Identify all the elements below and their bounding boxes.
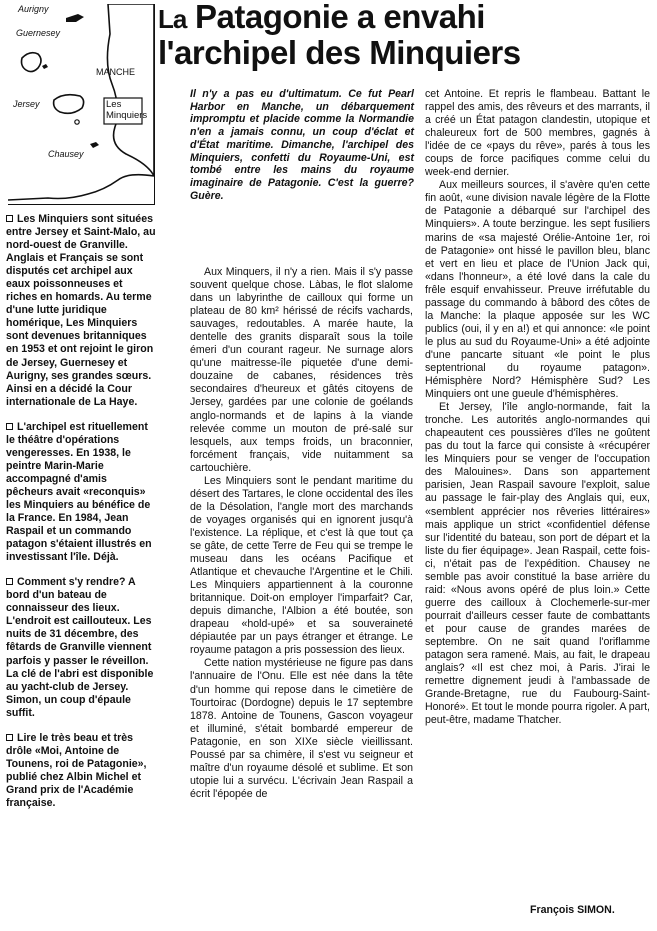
article-paragraph: Cette nation mystérieuse ne figure pas dans l'annuaire de l'Onu. Elle est née dans la tête d'un homme qui repose dans le cimetière de Tourtoirac (Dordogne) depuis le 17 septembre 1878. Antoine de Tounens, Gascon voyageur et illuminé, s'était bombardé empereur de Patagonie, en son XIXe siècle vieillissant. Poussé par sa chimère, il s'est vu seigneur et maître d'un royaume désolé et sublime. Et son utopie lui a survécu. L'écrivain Jean Raspail a écrit l'épopée de: [190, 657, 413, 800]
article-paragraph: Aux meilleurs sources, il s'avère qu'en cette fin août, «une division navale légère de la Flotte de Patagonie a débarqué sur l'archipel des Minquiers». A toute berzingue. les sept fusiliers marins de «sa majesté Orélie-Antoine 1er, roi de Patagonie» ont hissé le pavillon bleu, blanc et vert en lieu et place de l'Union Jack qui, «dans l'honneur», a été lové dans la cale du frêle esquif envahisseur. Preuve irréfutable du passage du commando à bâbord des côtes de la Manche: la plaque apposée sur les WC publics (oui, il y en a!) et qui annonce: «le point le plus au sud du Royaume-Uni» a été adjointe d'une pancarte situant «le point le plus septentrional du royaume patagon». Hémisphère Nord? Hémisphère Sud? Les Minquiers ont une gueule d'hémisphères.: [425, 179, 650, 401]
article-paragraph: cet Antoine. Et repris le flambeau. Battant le rappel des amis, des rêveurs et des marrants, il a créé un État patagon clandestin, utopique et chaleureux fort de 500 membres, gagnés à l'idée de ce «pays du rêve», parés à tous les coups de force pacifiques comme celui du week-end dernier.: [425, 88, 650, 179]
map-label-aurigny: Aurigny: [18, 4, 49, 14]
headline-prefix: La: [158, 4, 187, 34]
coastline: [107, 4, 154, 176]
sidebar-text-2: L'archipel est rituellement le théâtre d'opérations vengeresses. En 1938, le peintre Marin-Marie accompagné d'amis pêcheurs avait «reconquis» les Minquiers au bénéfice de la France. En 1984, Jean Raspail et un commando patagon s'étaient illustrés en investissant l'île. Déjà.: [6, 420, 152, 564]
headline-line-1: [158, 0, 657, 36]
map-label-chausey: Chausey: [48, 149, 84, 159]
article-column-3: [425, 88, 650, 727]
article-column-2: [190, 266, 413, 801]
chausey-island: [90, 142, 99, 148]
sark-island: [42, 64, 48, 69]
map-label-manche: MANCHE: [96, 67, 136, 77]
headline-line-1-rest: Patagonie a envahi: [195, 0, 485, 35]
map-label-minquiers: Les Minquiers: [106, 99, 148, 121]
article-paragraph: Aux Minquers, il n'y a rien. Mais il s'y passe souvent quelque chose. Làbas, le flot slalome dans un labyrinthe de cailloux qui forme un plateau de 80 km² hérissé de récifs vachards, sauvages, redoutables. A marée haute, la dentelle des granits disparaît sous la toile émeri d'un courant rageur. Ne surnage alors qu'une maitresse-île piquetée d'une demi-douzaine de cabanes, résidences très secondaires d'heureux et gâtés citoyens de Jersey, gardées par une colonie de goélands anglo-normands et de lapins à la viande relevée comme un mouton de pré-salé sur lesquels, aux temps froids, un braconnier, forcément français, vide nuitamment sa cartouchière.: [190, 266, 413, 474]
sidebar-text-3: Comment s'y rendre? A bord d'un bateau de connaisseur des lieux. L'endroit est caillouteux. Les nuits de 31 décembre, des fêtards de Granville viennent parfois y passer le réveillon. La clé de l'abri est disponible au yacht-club de Jersey. Simon, un coup d'épaule suffit.: [6, 576, 154, 719]
square-bullet-icon: [6, 215, 13, 222]
sidebar-paragraph-2: [6, 421, 156, 565]
jersey-island: [54, 95, 84, 114]
headline: [158, 0, 657, 70]
guernesey-island: [22, 53, 42, 72]
sidebar-text-1: Les Minquiers sont situées entre Jersey et Saint-Malo, au nord-ouest de Granville. Anglais et Français se sont disputés cet archipel aux eaux poissonneuses et riches en homards. Au terme d'une lutte juridique homérique, Les Minquiers sont devenues britanniques en 1953 et ont rejoint le giron de Jersey, Guernesey et Aurigny, ses grandes sœurs. Ainsi en a décidé la Cour internationale de La Haye.: [6, 213, 156, 408]
square-bullet-icon: [6, 734, 13, 741]
sidebar: [6, 213, 156, 810]
map-label-guernesey: Guernesey: [16, 28, 61, 38]
aurigny-island: [66, 14, 84, 22]
article-paragraph: Les Minquiers sont le pendant maritime du désert des Tartares, le clone occidental des îles de la Désolation, l'angle mort des marchands de voyages organisés qui en ignorent jusqu'à l'existence. La réplique, et c'est là que tout ça se gâte, de cette Terre de Feu qui se trempe le museau dans les océans Pacifique et Atlantique et chevauche l'Argentine et le Chili. Les Minquiers appartiennent à la couronne britannique. Doit-on employer l'imparfait? Car, depuis dimanche, l'Albion a été boutée, son drapeau «hold-upé» et sa souveraineté dépiautée par un pays étranger et étrange. Le royaume patagon a pris possession des lieux.: [190, 474, 413, 657]
map-label-jersey: Jersey: [13, 99, 40, 109]
coastline-south: [8, 175, 154, 200]
lead-paragraph: Il n'y a pas eu d'ultimatum. Ce fut Pearl Harbor en Manche, un débarquement impromptu et placide comme la Normandie n'en a jamais connu, un coup d'éclat et d'État maritime. Dimanche, l'archipel des Minquiers, confetti du Royaume-Uni, est tombé entre les mains du royaume imaginaire de Patagonie. C'est la guerre? Guère.: [190, 88, 414, 202]
map-figure: [8, 4, 155, 205]
sidebar-paragraph-3: [6, 576, 156, 720]
sidebar-paragraph-4: [6, 732, 156, 810]
sidebar-paragraph-1: [6, 213, 156, 409]
article-paragraph: Et Jersey, l'île anglo-normande, fait la tronche. Les autorités anglo-normandes qui chapeautent ces poussières d'îles ne goûtent pas du tout la farce qui consiste à «récupérer les Minquiers pour se venger de l'occupation des Malouines». Dans son appartement parisien, Jean Raspail savoure l'exploit, salue au passage le fair-play des Anglais qui, eux, «semblent apprécier nos rêveries littéraires» mais applique un strict «confidentiel défense sur l'identité du bateau, son port de départ et la liste du fier équipage». Jean Raspail, cette fois-ci, n'était pas de l'expédition. Chausey ne semble pas avoir constitué la base arrière du raid: «Nous avons opéré de plus loin.» Cette guerre des cailloux à Clochemerle-sur-mer pourrait d'ailleurs cesser faute de combattants et pour cause de grandes marées de septembre. On ne sait quand l'oriflamme patagon sera ramené. Mais, au fait, le drapeau anglais? «Il est chez moi, à Paris. J'irai le remettre dignement jeudi à l'ambassade de Grande-Bretagne, rue du Faubourg-Saint-Honoré». Et tout le monde pourra rigoler. A part, peut-être, madame Thatcher.: [425, 401, 650, 727]
author-signature: François SIMON.: [530, 904, 615, 916]
sidebar-text-4: Lire le très beau et très drôle «Moi, Antoine de Tounens, roi de Patagonie», publié chez Albin Michel et Grand prix de l'Académie française.: [6, 731, 147, 809]
square-bullet-icon: [6, 423, 13, 430]
minquiers-marker: [75, 120, 79, 124]
square-bullet-icon: [6, 578, 13, 585]
headline-line-2: l'archipel des Minquiers: [158, 34, 521, 71]
